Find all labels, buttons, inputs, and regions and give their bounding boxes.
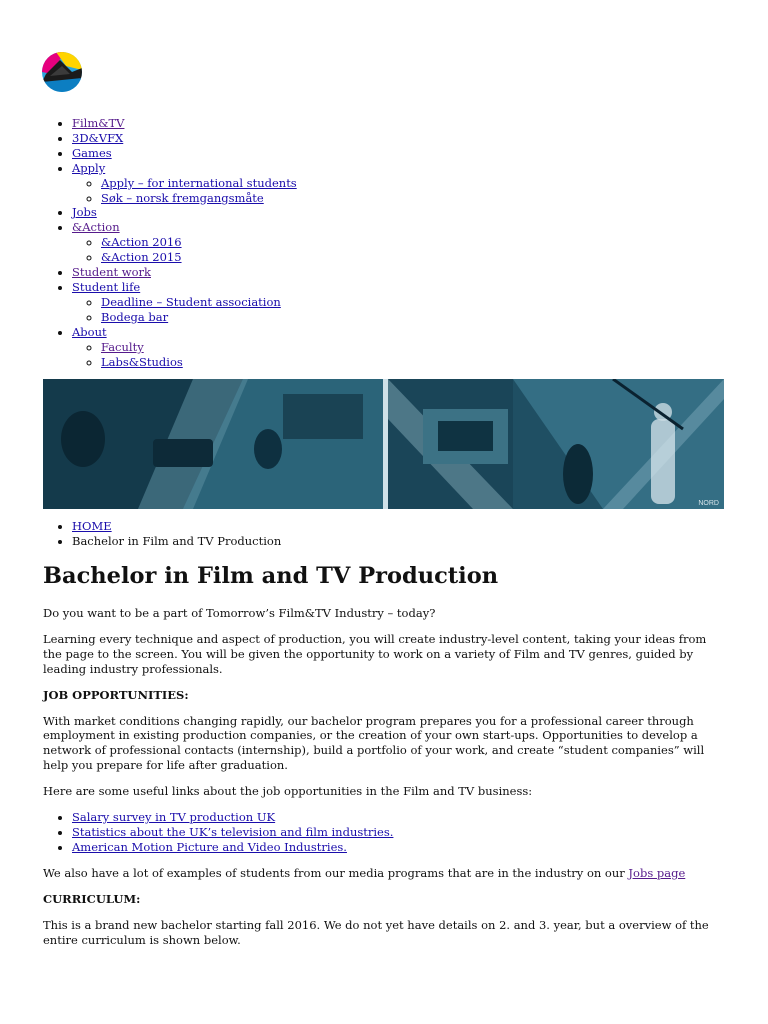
nav-link-deadline[interactable]: Deadline – Student association [101, 294, 281, 309]
subnav-item [101, 310, 297, 325]
subnav-item [101, 235, 297, 250]
american-motion-picture-link[interactable]: American Motion Picture and Video Industries. [72, 839, 347, 854]
submenu-student-life [72, 295, 297, 325]
nav-link-action-2015[interactable]: &Action 2015 [101, 250, 182, 265]
subnav-item [101, 191, 297, 206]
nav-link-jobs[interactable]: Jobs [72, 205, 97, 220]
nav-item-film-tv [72, 116, 297, 131]
list-item [72, 825, 724, 840]
nav-link-film-tv[interactable]: Film&TV [72, 116, 125, 130]
nav-item-student-work [72, 265, 297, 280]
subnav-item [101, 355, 297, 370]
uk-statistics-link[interactable]: Statistics about the UK’s television and film industries. [72, 824, 394, 839]
job-opportunities-heading: JOB OPPORTUNITIES: [43, 687, 189, 702]
breadcrumb-home-link[interactable]: HOME [72, 519, 112, 533]
curriculum-heading: CURRICULUM: [43, 891, 141, 906]
nav-link-apply-international[interactable]: Apply – for international students [101, 175, 297, 190]
nav-link-bodega-bar[interactable]: Bodega bar [101, 309, 169, 324]
submenu-apply [72, 176, 297, 206]
nav-link-apply[interactable]: Apply [72, 160, 106, 175]
list-item [72, 840, 724, 855]
site-logo[interactable] [42, 52, 82, 92]
examples-paragraph [43, 866, 724, 881]
useful-links-list [43, 810, 724, 855]
nav-item-games [72, 146, 297, 161]
nav-item-apply [72, 161, 297, 206]
nav-item-3d-vfx [72, 131, 297, 146]
nav-link-action-2016[interactable]: &Action 2016 [101, 235, 182, 250]
examples-text: We also have a lot of examples of students from our media programs that are in the industry on our [43, 865, 625, 880]
subnav-item [101, 340, 297, 355]
nav-link-sok-norsk[interactable]: Søk – norsk fremgangsmåte [101, 190, 264, 205]
salary-survey-link[interactable]: Salary survey in TV production UK [72, 810, 276, 825]
nav-item-student-life [72, 280, 297, 325]
job-opportunities-paragraph: With market conditions changing rapidly, our bachelor program prepares you for a professional career through employment in existing production companies, or the creation of your own start-ups. Opportunities to develop a network of professional contacts (internship), build a portfolio of your work, and create “student companies” will help you prepare for life after graduation. [43, 713, 705, 773]
nav-item-about [72, 325, 297, 370]
nav-item-action [72, 220, 297, 265]
main-nav [43, 116, 297, 369]
jobs-page-link[interactable]: Jobs page [628, 865, 686, 880]
description-paragraph: Learning every technique and aspect of production, you will create industry-level content, taking your ideas from the page to the screen. You will be given the opportunity to work on a variety of Film and TV genres, guided by leading industry professionals. [43, 631, 707, 676]
nav-item-jobs [72, 205, 297, 220]
subnav-item [101, 295, 297, 310]
header-banner-image [43, 379, 724, 509]
breadcrumb [43, 519, 281, 549]
nav-link-action[interactable]: &Action [72, 220, 120, 235]
nav-link-labs-studios[interactable]: Labs&Studios [101, 354, 183, 369]
nav-link-student-life[interactable]: Student life [72, 279, 141, 294]
nav-link-student-work[interactable]: Student work [72, 265, 151, 280]
nav-link-about[interactable]: About [72, 324, 107, 339]
intro-paragraph: Do you want to be a part of Tomorrow’s Film&TV Industry – today? [43, 606, 436, 620]
curriculum-paragraph: This is a brand new bachelor starting fall 2016. We do not yet have details on 2. and 3. year, but a overview of the entire curriculum is shown below. [43, 917, 709, 947]
page-content [43, 606, 724, 958]
submenu-about [72, 340, 297, 370]
subnav-item [101, 176, 297, 191]
subnav-item [101, 250, 297, 265]
nav-link-faculty[interactable]: Faculty [101, 339, 144, 354]
breadcrumb-item-current: • Bachelor in Film and TV Production [72, 534, 281, 549]
banner-watermark: NORD [698, 500, 719, 507]
list-item [72, 810, 724, 825]
nav-link-games[interactable]: Games [72, 145, 112, 160]
page-title: Bachelor in Film and TV Production [43, 563, 499, 589]
links-intro-paragraph: Here are some useful links about the job opportunities in the Film and TV business: [43, 784, 533, 799]
submenu-action [72, 235, 297, 265]
breadcrumb-item-home [72, 519, 281, 534]
nav-link-3d-vfx[interactable]: 3D&VFX [72, 130, 124, 145]
